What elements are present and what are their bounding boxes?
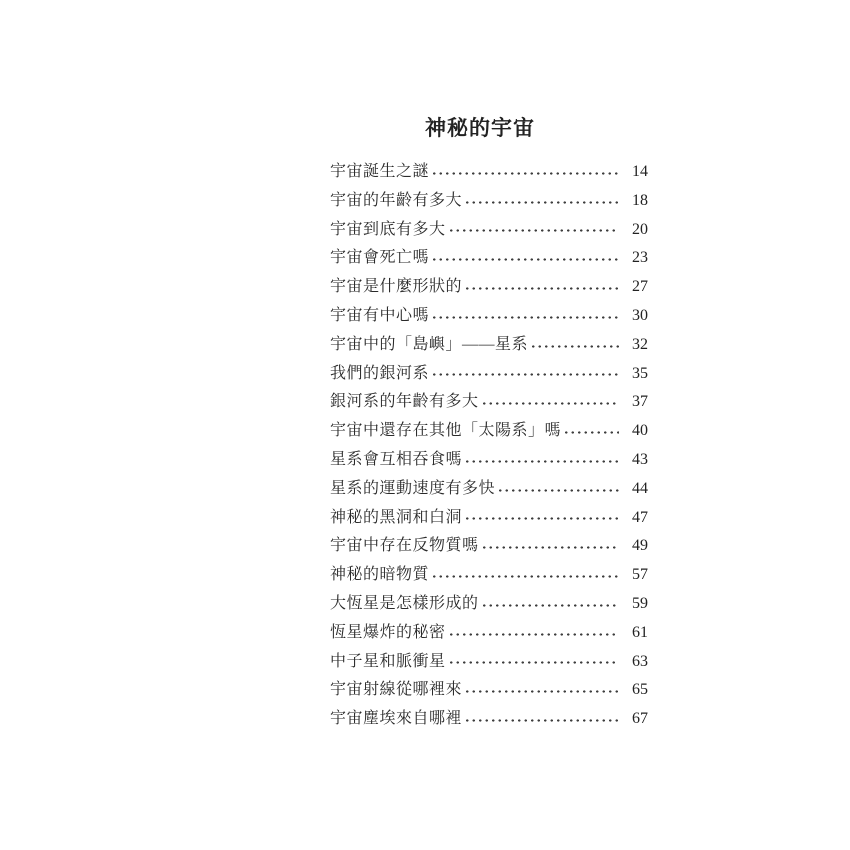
- toc-entry: [330, 273, 648, 302]
- toc-entry-title: 我們的銀河系: [330, 364, 430, 382]
- toc-entry-title: 神秘的暗物質: [330, 566, 430, 584]
- toc-entry: [330, 648, 648, 677]
- toc-entry: [330, 590, 648, 619]
- toc-entry-title: 宇宙中的「島嶼」——星系: [330, 335, 529, 353]
- dot-leader: [464, 201, 619, 204]
- dot-leader: [481, 604, 619, 607]
- toc-entry-page-number: 67: [632, 710, 648, 728]
- toc-entry-page-number: 27: [632, 278, 648, 296]
- dot-leader: [448, 661, 619, 664]
- toc-entry-page-number: 32: [632, 335, 648, 353]
- dot-leader: [431, 373, 619, 376]
- toc-entry-title: 恆星爆炸的秘密: [330, 623, 446, 641]
- toc-entry-page-number: 61: [632, 623, 648, 641]
- toc-entry-page-number: 47: [632, 508, 648, 526]
- toc-entry: [330, 388, 648, 417]
- toc-entry-page-number: 44: [632, 479, 648, 497]
- toc-entry: [330, 504, 648, 533]
- toc-entry: [330, 619, 648, 648]
- toc-entry-page-number: 43: [632, 450, 648, 468]
- toc-entry-title: 大恆星是怎樣形成的: [330, 594, 479, 612]
- dot-leader: [464, 517, 619, 520]
- toc-entry-page-number: 65: [632, 681, 648, 699]
- dot-leader: [530, 345, 619, 348]
- dot-leader: [464, 287, 619, 290]
- toc-entry: [330, 216, 648, 245]
- toc-entry: [330, 532, 648, 561]
- toc-entry-page-number: 23: [632, 249, 648, 267]
- dot-leader: [464, 690, 619, 693]
- dot-leader: [464, 460, 619, 463]
- toc-entry: [330, 475, 648, 504]
- toc-entry-title: 宇宙到底有多大: [330, 220, 446, 238]
- toc-entry-title: 宇宙中還存在其他「太陽系」嗎: [330, 422, 562, 440]
- toc-entry-page-number: 37: [632, 393, 648, 411]
- dot-leader: [481, 402, 619, 405]
- toc-entry-page-number: 57: [632, 566, 648, 584]
- toc-entry-title: 宇宙是什麼形狀的: [330, 278, 463, 296]
- toc-entry-page-number: 49: [632, 537, 648, 555]
- toc-entry-title: 宇宙的年齡有多大: [330, 191, 463, 209]
- toc-entry: [330, 187, 648, 216]
- toc-entry-page-number: 30: [632, 306, 648, 324]
- toc-entry-title: 星系的運動速度有多快: [330, 479, 496, 497]
- toc-entry-page-number: 20: [632, 220, 648, 238]
- toc-entry-page-number: 59: [632, 594, 648, 612]
- dot-leader: [431, 172, 619, 175]
- toc-entry-title: 神秘的黑洞和白洞: [330, 508, 463, 526]
- page-title: 神秘的宇宙: [425, 117, 535, 140]
- dot-leader: [464, 719, 619, 722]
- toc-entry: [330, 561, 648, 590]
- dot-leader: [563, 431, 619, 434]
- toc-entry: [330, 302, 648, 331]
- dot-leader: [431, 316, 619, 319]
- toc-entry-page-number: 14: [632, 163, 648, 180]
- toc-entry: [330, 446, 648, 475]
- toc-entry-title: 宇宙會死亡嗎: [330, 249, 430, 267]
- toc-entry-title: 宇宙誕生之謎: [330, 163, 430, 180]
- toc-entry: [330, 244, 648, 273]
- toc-entry-page-number: 40: [632, 422, 648, 440]
- toc-entry: [330, 417, 648, 446]
- toc-entry: [330, 676, 648, 705]
- dot-leader: [431, 575, 619, 578]
- toc-entry: [330, 331, 648, 360]
- dot-leader: [497, 489, 619, 492]
- toc-entry: [330, 158, 648, 187]
- dot-leader: [448, 229, 619, 232]
- toc-entry-page-number: 35: [632, 364, 648, 382]
- toc-entry-title: 宇宙有中心嗎: [330, 306, 430, 324]
- dot-leader: [481, 546, 619, 549]
- toc-entry-title: 銀河系的年齡有多大: [330, 393, 479, 411]
- toc-entry-title: 宇宙中存在反物質嗎: [330, 537, 479, 555]
- dot-leader: [448, 633, 619, 636]
- toc-list: [330, 158, 648, 734]
- toc-entry-page-number: 63: [632, 652, 648, 670]
- toc-entry: [330, 360, 648, 389]
- toc-entry-title: 宇宙塵埃來自哪裡: [330, 710, 463, 728]
- toc-entry-title: 星系會互相吞食嗎: [330, 450, 463, 468]
- toc-entry-title: 宇宙射線從哪裡來: [330, 681, 463, 699]
- toc-entry-page-number: 18: [632, 191, 648, 209]
- dot-leader: [431, 258, 619, 261]
- toc-entry-title: 中子星和脈衝星: [330, 652, 446, 670]
- toc-entry: [330, 705, 648, 734]
